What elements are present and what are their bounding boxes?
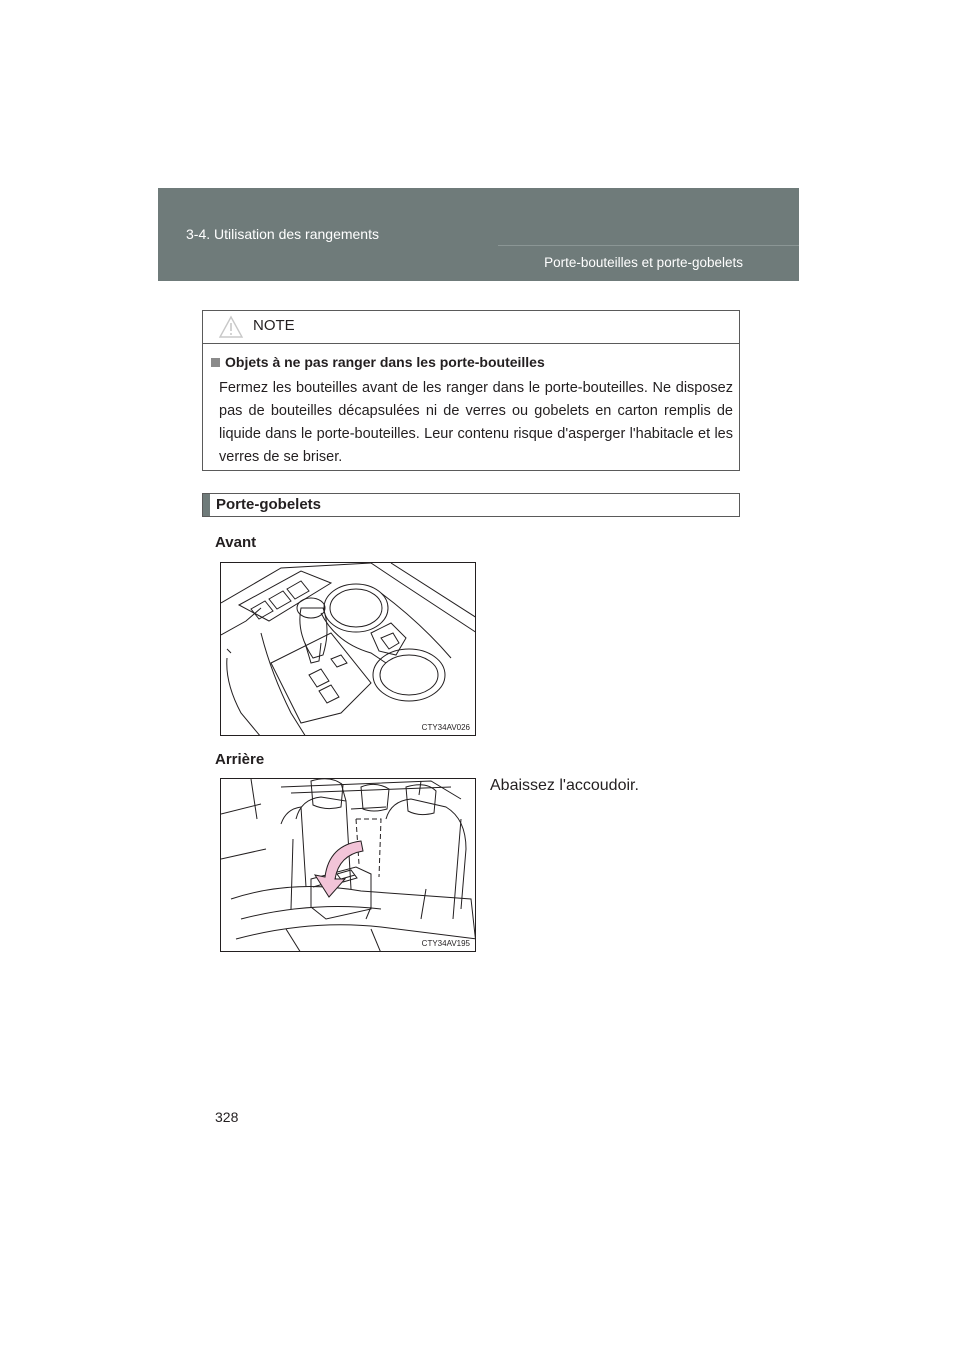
rear-figure-code: CTY34AV195 [421,939,470,948]
note-title-text: Objets à ne pas ranger dans les porte-bouteilles [225,354,545,370]
front-cupholder-figure [220,562,476,736]
note-header [203,311,739,344]
rotate-down-arrow [315,841,363,897]
section-title-bar [202,493,740,517]
rear-instruction: Abaissez l'accoudoir. [490,777,639,794]
section-title: Porte-gobelets [216,496,322,513]
section-accent [203,494,210,516]
front-console-illustration [221,563,476,736]
note-title [211,354,545,370]
header-divider [498,245,799,246]
note-label: NOTE [253,317,295,334]
note-body: Fermez les bouteilles avant de les ranger dans le porte-bouteilles. Ne disposez pas de bouteilles décapsulées ni de verres ou gobelets en carton remplis de liquide dans le porte-bouteilles. Leur contenu risque d'asperger l'habitacle et les verres de se briser. [219,380,733,465]
note-box [202,310,740,471]
rear-seat-illustration [221,779,476,952]
front-figure-code: CTY34AV026 [421,723,470,732]
rear-armrest-figure [220,778,476,952]
header-subtitle: Porte-bouteilles et porte-gobelets [544,255,743,270]
section-breadcrumb: 3-4. Utilisation des rangements [186,226,379,242]
warning-triangle-icon [218,315,244,339]
page-header [158,188,799,281]
page-number: 328 [215,1109,239,1125]
rear-label: Arrière [215,751,265,768]
front-label: Avant [215,534,257,551]
square-bullet-icon [211,358,220,367]
